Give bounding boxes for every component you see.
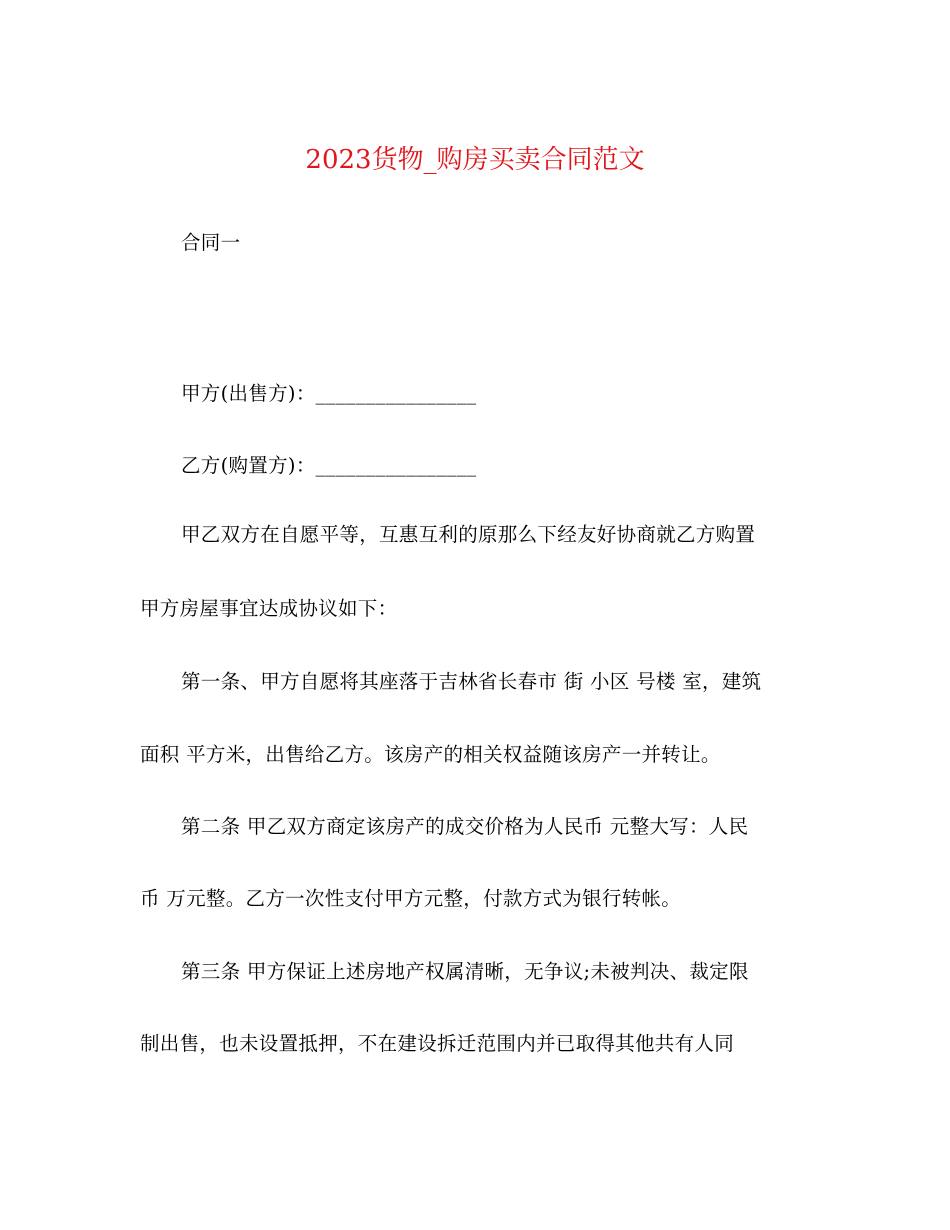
article-3-line-2: 制出售，也未设置抵押，不在建设拆迁范围内并已取得其他共有人同 [140, 1032, 735, 1055]
article-1-line-2: 面积 平方米，出售给乙方。该房产的相关权益随该房产一并转让。 [140, 743, 721, 766]
contract-heading: 合同一 [181, 231, 241, 254]
article-2-line-2: 币 万元整。乙方一次性支付甲方元整，付款方式为银行转帐。 [140, 887, 682, 910]
article-2-line-1: 第二条 甲乙双方商定该房产的成交价格为人民币 元整大写：人民 [181, 815, 749, 838]
party-b-line: 乙方(购置方)：________________ [181, 454, 477, 477]
article-1-line-1: 第一条、甲方自愿将其座落于吉林省长春市 街 小区 号楼 室，建筑 [181, 670, 762, 693]
party-a-line: 甲方(出售方)：________________ [181, 382, 477, 405]
article-3-line-1: 第三条 甲方保证上述房地产权属清晰，无争议;未被判决、裁定限 [181, 960, 749, 983]
intro-line-2: 甲方房屋事宜达成协议如下： [140, 597, 398, 620]
intro-line-1: 甲乙双方在自愿平等，互惠互利的原那么下经友好协商就乙方购置 [181, 523, 756, 546]
document-title: 2023货物_购房买卖合同范文 [305, 145, 645, 175]
